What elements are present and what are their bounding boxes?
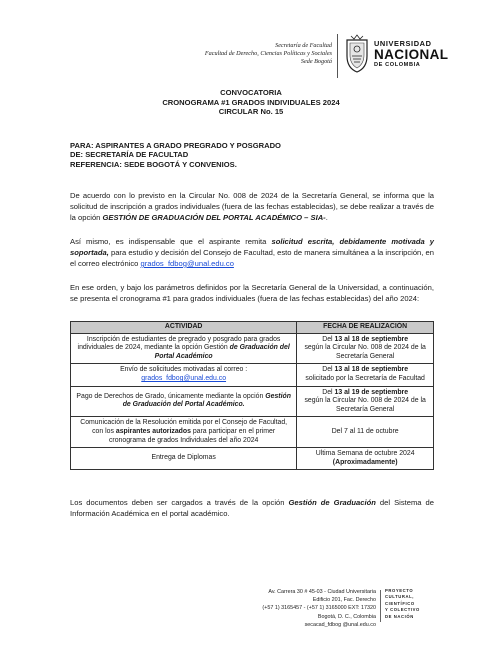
letterhead <box>0 30 502 76</box>
slogan-line: PROYECTO <box>385 588 414 593</box>
column-header-date: FECHA DE REALIZACIÓN <box>297 322 434 334</box>
date-cell <box>297 386 434 417</box>
emphasis: Gestión de Graduación <box>288 498 376 507</box>
email-link[interactable]: grados_fdbog@unal.edu.co <box>141 374 227 382</box>
date-range: 13 al 18 de septiembre <box>334 335 409 343</box>
date-cell <box>297 448 434 470</box>
text: Del <box>322 388 335 396</box>
address-line: Bogotá, D. C., Colombia <box>317 613 376 620</box>
email-link[interactable]: grados_fdbog@unal.edu.co <box>140 259 234 268</box>
title-line: CIRCULAR No. 15 <box>218 107 284 117</box>
logo-line-nacional: NACIONAL <box>374 47 449 62</box>
document-title <box>0 88 502 117</box>
date-range: 13 al 18 de septiembre <box>334 366 409 374</box>
text: según la Circular No. 008 de 2024 de la Secretaría General <box>304 344 426 360</box>
slogan-line: CIENTÍFICO <box>385 600 415 606</box>
activity-cell <box>71 386 297 417</box>
unal-crest-icon <box>344 34 370 74</box>
slogan-line: DE NACIÓN <box>385 613 414 619</box>
text: . <box>325 213 328 222</box>
date-range: 13 al 19 de septiembre <box>334 388 409 396</box>
faculty-line: Secretaría de Facultad <box>275 42 332 49</box>
address-line: (+57 1) 3165457 - (+57 1) 3165000 EXT: 17320 <box>262 605 376 612</box>
memo-header <box>70 141 281 169</box>
university-logo <box>374 39 448 69</box>
emphasis: solicitud escrita, debidamente motivada y soportada, <box>70 237 435 257</box>
slogan-line: Y COLECTIVO <box>385 607 420 613</box>
faculty-info <box>205 42 332 66</box>
text: Así mismo, es indispensable que el aspirante remita <box>70 237 272 246</box>
text: Los documentos deben ser cargados a través de la opción <box>70 498 289 507</box>
text: del Sistema de Información Académica en el portal académico. <box>70 498 434 518</box>
paragraph-schedule-intro: En ese orden, y bajo los parámetros definidos por la Secretaría General de la Universidad, a continuación, se presenta el cronograma #1 para grados individuales (fuera de las fechas establecidas) del año 2024: <box>70 283 434 303</box>
text: Del <box>322 335 335 343</box>
date-cell <box>297 364 434 386</box>
logo-line-colombia: DE COLOMBIA <box>374 62 421 68</box>
text: De acuerdo con lo previsto en la Circular No. 008 de 2024 de la Secretaría General, se informa que la solicitud de inscripción a grados individuales (fuera de las fechas establecidas), se debe realizar a través de la opción <box>70 191 434 222</box>
logo-line-universidad: UNIVERSIDAD <box>374 39 432 48</box>
table-row <box>71 448 434 470</box>
title-line: CRONOGRAMA #1 GRADOS INDIVIDUALES 2024 <box>162 97 340 107</box>
faculty-line: Sede Bogotá <box>300 58 332 65</box>
table-row <box>71 333 434 364</box>
page-footer <box>0 588 502 628</box>
paragraph-requirement <box>70 236 434 269</box>
text: según la Circular No. 008 de 2024 de la Secretaría General <box>304 397 426 413</box>
faculty-line: Facultad de Derecho, Ciencias Políticas y Sociales <box>204 50 332 57</box>
emphasis: aspirantes autorizados <box>115 427 191 435</box>
text: Comunicación de la Resolución emitida por el Consejo de Facultad, con los <box>80 419 288 435</box>
memo-reference: REFERENCIA: SEDE BOGOTÁ Y CONVENIOS. <box>70 159 237 169</box>
date-cell <box>297 333 434 364</box>
date-note: (Aproximadamente) <box>332 458 398 466</box>
paragraph-closing <box>70 497 434 519</box>
emphasis: Gestión de Graduación del Portal Académico. <box>122 392 291 409</box>
table-row <box>71 417 434 448</box>
address-line: Av. Carrera 30 # 45-03 - Ciudad Universitaria <box>268 589 376 595</box>
title-line: CONVOCATORIA <box>220 88 282 97</box>
footer-divider <box>380 590 381 622</box>
text: para participar en el primer cronograma de grados Individuales del año 2024 <box>108 427 276 444</box>
activity-cell <box>71 333 297 364</box>
slogan-line: CULTURAL, <box>385 594 415 600</box>
text: Inscripción de estudiantes de pregrado y posgrado para grados individuales de 2024, mediante la opción Gestión <box>77 335 281 352</box>
emphasis: de Graduación del Portal Académico <box>154 344 290 360</box>
emphasis: GESTIÓN DE GRADUACIÓN DEL PORTAL ACADÉMICO – SIA- <box>102 213 326 222</box>
column-header-activity: ACTIVIDAD <box>71 322 297 334</box>
header-divider <box>337 34 338 78</box>
date-cell: Del 7 al 11 de octubre <box>297 417 434 448</box>
memo-from: DE: SECRETARÍA DE FACULTAD <box>70 150 189 160</box>
activity-cell <box>71 417 297 448</box>
address-line: Edificio 201, Fac. Derecho <box>312 597 376 604</box>
activity-cell <box>71 364 297 386</box>
text: para estudio y decisión del Consejo de Facultad, esto de manera simultánea a la inscripción, en el correo electrónico <box>70 248 434 268</box>
text: Ultima Semana de octubre 2024 <box>315 450 415 458</box>
footer-address <box>262 588 376 629</box>
table-row <box>71 386 434 417</box>
address-line: secacad_fdbog @unal.edu.co <box>304 621 376 628</box>
footer-slogan <box>385 588 420 620</box>
text: Pago de Derechos de Grado, únicamente mediante la opción <box>76 392 266 400</box>
schedule-table <box>70 321 434 470</box>
table-header-row <box>71 322 434 334</box>
text: Del <box>322 366 335 374</box>
memo-to: PARA: ASPIRANTES A GRADO PREGRADO Y POSGRADO <box>70 141 281 150</box>
table-row <box>71 364 434 386</box>
activity-cell: Entrega de Diplomas <box>71 448 297 470</box>
text: Envío de solicitudes motivadas al correo : <box>120 366 248 374</box>
paragraph-intro <box>70 190 434 223</box>
text: solicitado por la Secretaría de Facultad <box>305 374 425 382</box>
